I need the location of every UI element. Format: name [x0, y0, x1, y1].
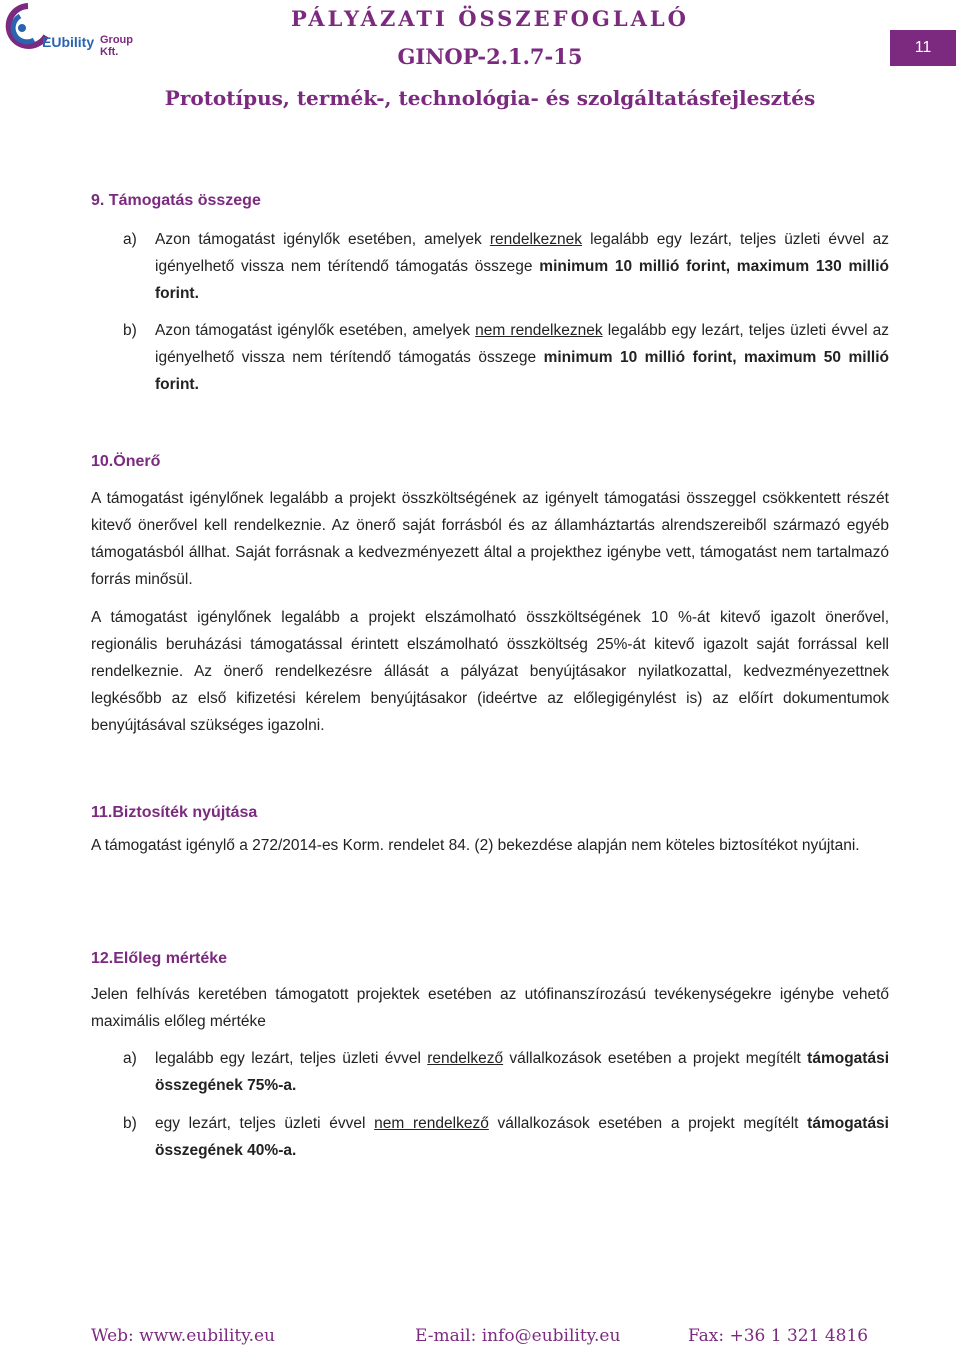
underlined-text: nem rendelkező — [374, 1115, 489, 1132]
underlined-text: rendelkeznek — [489, 231, 583, 248]
s9-item-a — [123, 226, 889, 307]
logo-subtext: Group Kft. — [100, 34, 133, 58]
text: egy lezárt, teljes üzleti évvel — [155, 1115, 375, 1132]
footer-email[interactable]: E-mail: info@eubility.eu — [415, 1326, 621, 1346]
section-12-heading: 12.Előleg mértéke — [91, 950, 228, 967]
underlined-text: rendelkező — [427, 1050, 504, 1067]
bold-text: támogatási összegének 75%-a. — [155, 1050, 890, 1094]
list-label: a) — [123, 231, 137, 248]
section-11-heading: 11.Biztosíték nyújtása — [91, 804, 258, 821]
text: legalább egy lezárt, teljes üzleti évvel — [155, 1050, 428, 1067]
header-title: PÁLYÁZATI ÖSSZEFOGLALÓ — [291, 6, 689, 31]
s12-item-b — [123, 1110, 889, 1164]
footer-fax: Fax: +36 1 321 4816 — [688, 1326, 869, 1346]
footer-web[interactable]: Web: www.eubility.eu — [91, 1326, 275, 1346]
bold-text: támogatási összegének 40%-a. — [155, 1115, 889, 1159]
bold-text: minimum 10 millió forint, maximum 50 millió forint. — [155, 349, 889, 393]
text: legalább egy lezárt, teljes üzleti évvel az igényelhető vissza nem térítendő támogatás összege — [155, 322, 889, 366]
section-9-heading: 9. Támogatás összege — [91, 192, 261, 209]
header-subtitle: Prototípus, termék-, technológia- és szolgáltatásfejlesztés — [164, 86, 816, 110]
list-label: a) — [123, 1050, 137, 1067]
list-label: b) — [123, 322, 137, 339]
s12-paragraph: Jelen felhívás keretében támogatott projektek esetében az utófinanszírozású tevékenységekre igénybe vehető maximális előleg mértéke — [91, 986, 889, 1030]
section-10-heading: 10.Önerő — [91, 453, 161, 470]
text: Azon támogatást igénylők esetében, amelyek — [155, 322, 476, 339]
s10-paragraph-2: A támogatást igénylőnek legalább a projekt elszámolható összköltségének 10 %-át kitevő igazolt önerővel, regionális beruházási támogatással érintett elszámolható összköltség 25%-át kitevő igazolt saját forrással kell rendelkeznie. Az önerő rendelkezésre állását a pályázat benyújtásakor nyilatkozattal, kedvezményezettnek legkésőbb az első kifizetési kérelem benyújtásakor (ideértve az előlegigénylést is) az előírt dokumentumok benyújtásával szükséges igazolni. — [91, 609, 889, 734]
list-label: b) — [123, 1115, 137, 1132]
text: vállalkozások esetében a projekt megítélt — [488, 1115, 808, 1132]
bold-text: minimum 10 millió forint, maximum 130 millió forint. — [155, 258, 889, 302]
text: Azon támogatást igénylők esetében, amelyek — [155, 231, 490, 248]
s10-paragraph-1: A támogatást igénylőnek legalább a projekt összköltségének az igényelt támogatási összeggel csökkentett részét kitevő önerővel kell rendelkeznie. Az önerő saját forrásból és az államháztartás alrendszereiből származó egyéb támogatásból állhat. Saját forrásnak a kedvezményezett által a projekthez igénybe vett, támogatást nem tartalmazó forrás minősül. — [91, 490, 889, 588]
page-number: 11 — [890, 30, 956, 66]
s11-paragraph: A támogatást igénylő a 272/2014-es Korm. rendelet 84. (2) bekezdése alapján nem köteles biztosítékot nyújtani. — [91, 837, 860, 854]
underlined-text: nem rendelkeznek — [475, 322, 603, 339]
header-code: GINOP-2.1.7-15 — [397, 44, 583, 69]
logo-text: EUbility — [42, 34, 95, 50]
s9-item-b — [123, 317, 889, 398]
text: legalább egy lezárt, teljes üzleti évvel az igényelhető vissza nem térítendő támogatás összege — [155, 231, 889, 275]
s12-item-a — [123, 1045, 889, 1099]
text: vállalkozások esetében a projekt megítélt — [503, 1050, 808, 1067]
